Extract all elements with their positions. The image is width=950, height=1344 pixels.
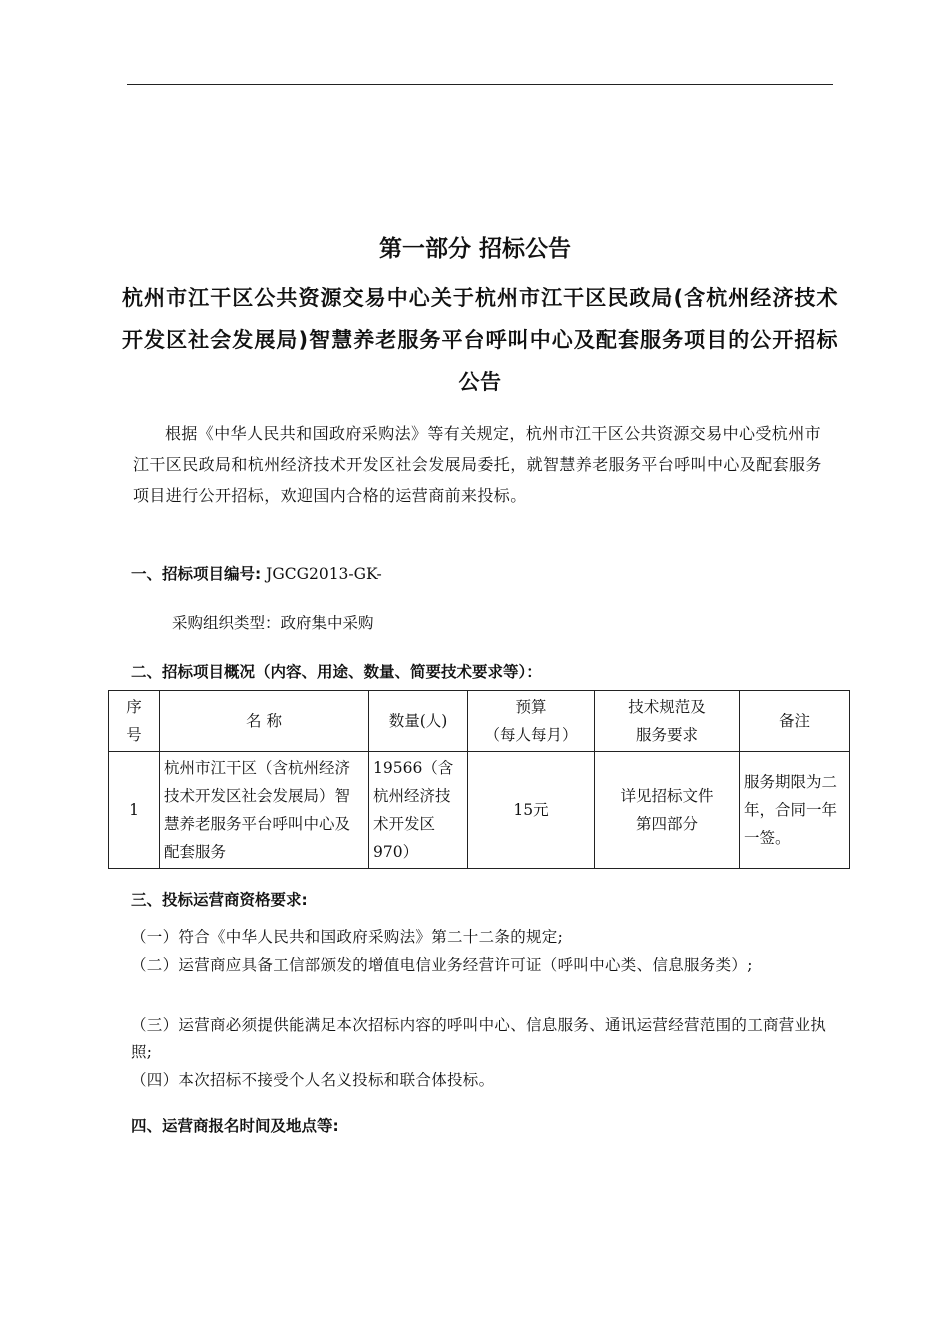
header-spec: 技术规范及 服务要求 [595, 691, 740, 752]
cell-budget: 15元 [468, 752, 595, 869]
part-title: 第一部分 招标公告 [378, 236, 571, 262]
header-rule [127, 84, 833, 85]
section-2-heading: 二、招标项目概况（内容、用途、数量、简要技术要求等）： [131, 663, 542, 681]
project-table [108, 690, 850, 869]
header-quantity: 数量(人) [369, 691, 468, 752]
requirement-item: （四）本次招标不接受个人名义投标和联合体投标。 [131, 1071, 495, 1089]
header-name: 名 称 [160, 691, 369, 752]
header-note: 备注 [740, 691, 850, 752]
procurement-type: 采购组织类型：政府集中采购 [172, 614, 374, 632]
section-4-heading: 四、运营商报名时间及地点等: [131, 1117, 339, 1135]
requirement-item: （三）运营商必须提供能满足本次招标内容的呼叫中心、信息服务、通讯运营经营范围的工商营业执照; [131, 1016, 827, 1061]
section-1-label: 一、招标项目编号: [131, 565, 262, 583]
cell-spec: 详见招标文件 第四部分 [595, 752, 740, 869]
intro-paragraph: 根据《中华人民共和国政府采购法》等有关规定，杭州市江干区公共资源交易中心受杭州市江干区民政局和杭州经济技术开发区社会发展局委托，就智慧养老服务平台呼叫中心及配套服务项目进行公开招标，欢迎国内合格的运营商前来投标。 [133, 424, 822, 505]
requirement-item: （一）符合《中华人民共和国政府采购法》第二十二条的规定; [131, 928, 564, 946]
cell-quantity: 19566（含杭州经济技术开发区970） [369, 752, 468, 869]
cell-note: 服务期限为二年，合同一年一签。 [740, 752, 850, 869]
section-1-heading [131, 562, 382, 584]
table-header-row [109, 691, 850, 752]
header-seq: 序 号 [109, 691, 160, 752]
cell-name: 杭州市江干区（含杭州经济技术开发区社会发展局）智慧养老服务平台呼叫中心及配套服务 [160, 752, 369, 869]
header-budget: 预算 （每人每月） [468, 691, 595, 752]
project-number: JGCG2013-GK- [261, 565, 382, 583]
requirement-item: （二）运营商应具备工信部颁发的增值电信业务经营许可证（呼叫中心类、信息服务类）; [131, 956, 753, 974]
section-3-heading: 三、投标运营商资格要求: [131, 891, 308, 909]
notice-title: 杭州市江干区公共资源交易中心关于杭州市江干区民政局(含杭州经济技术开发区社会发展局)智慧养老服务平台呼叫中心及配套服务项目的公开招标公告 [122, 286, 838, 394]
cell-seq: 1 [109, 752, 160, 869]
table-row [109, 752, 850, 869]
